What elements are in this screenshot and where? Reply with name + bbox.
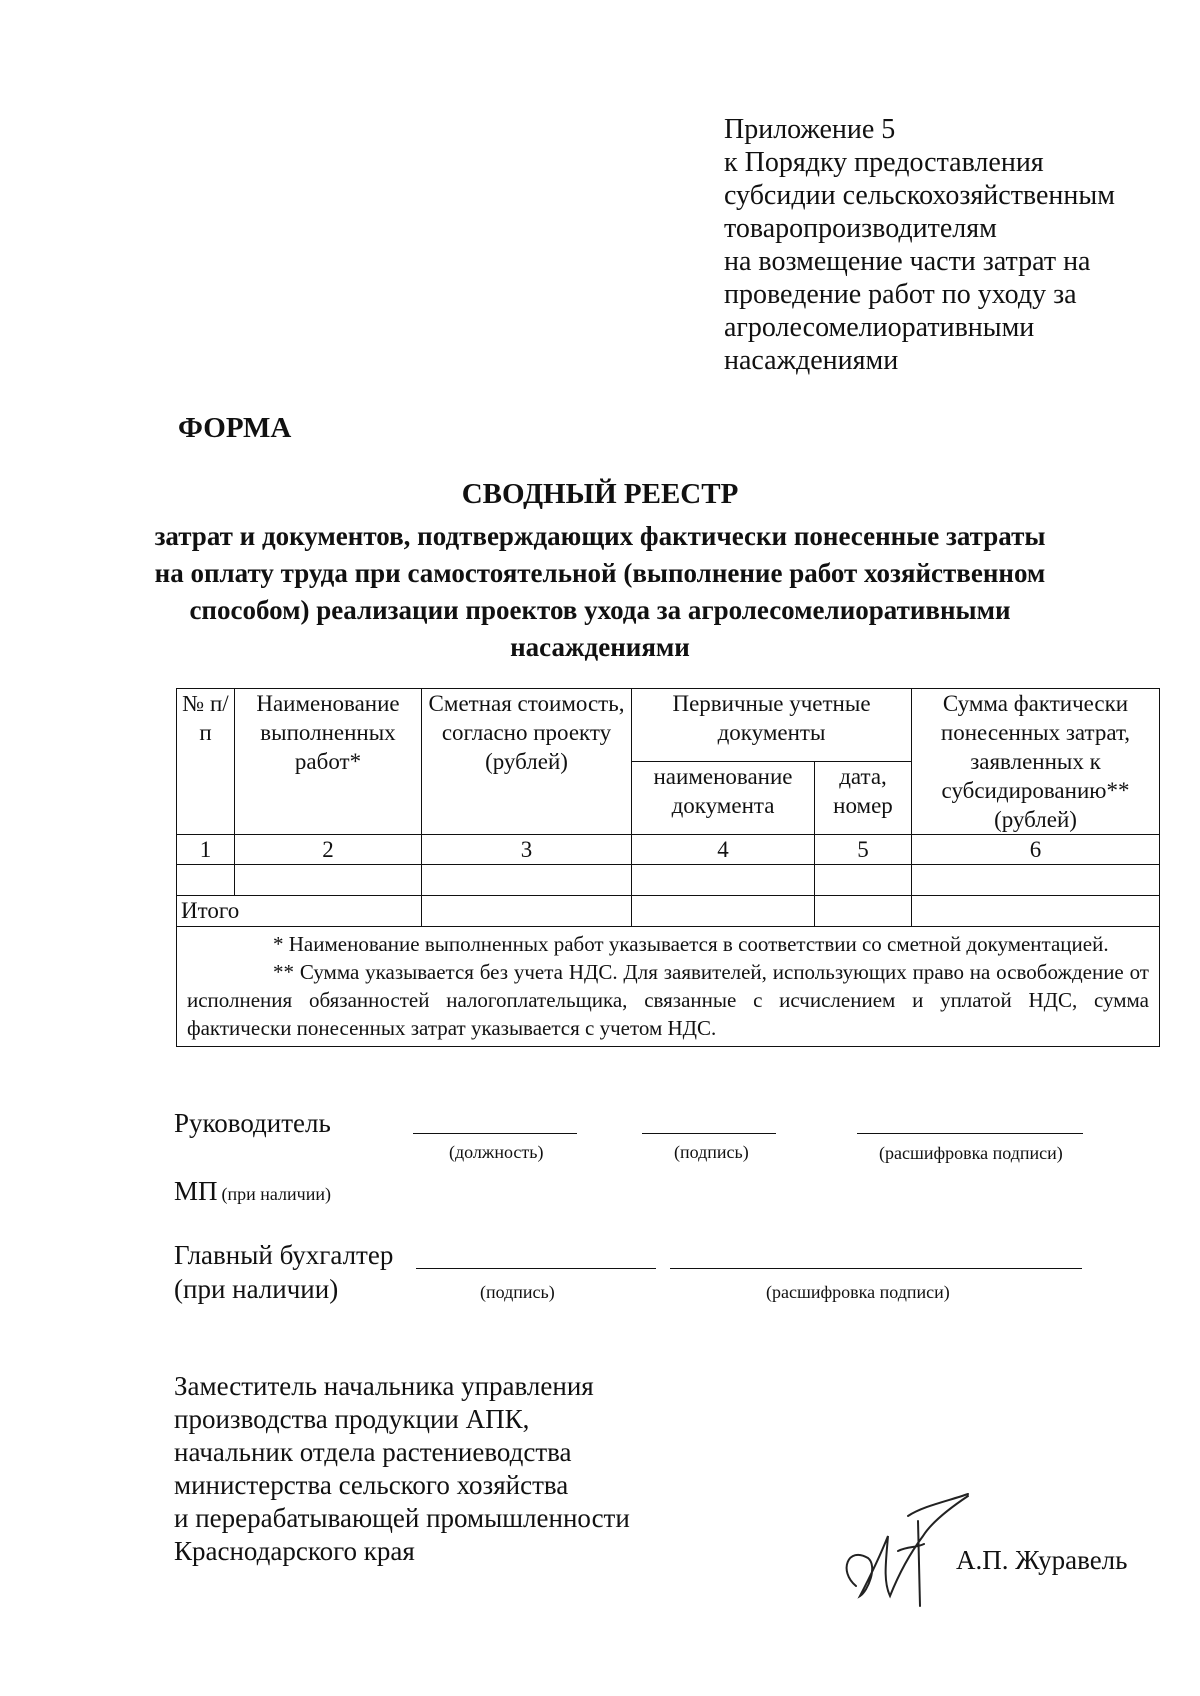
column-number: 4 (632, 835, 815, 865)
appendix-line: к Порядку предоставления (724, 147, 1044, 178)
signatory-line: начальник отдела растениеводства (174, 1437, 572, 1467)
form-label: ФОРМА (178, 412, 292, 444)
appendix-line: товаропроизводителям (724, 213, 997, 244)
header-date-number: дата, номер (815, 762, 912, 835)
table-row (177, 865, 1160, 896)
table-notes-row (177, 927, 1160, 1047)
table-cell (177, 865, 235, 896)
header-actual-sum: Сумма фактически понесенных затрат, заявленных к субсидированию** (рублей) (912, 689, 1160, 835)
header-document-name: наименование документа (632, 762, 815, 835)
footnote-2 (187, 958, 1149, 1042)
table-notes (177, 927, 1160, 1047)
acc-signature-line (416, 1268, 656, 1269)
signature-hint: (подпись) (674, 1142, 749, 1162)
appendix-line: Приложение 5 (724, 114, 896, 145)
subtitle-line: на оплату труда при самостоятельной (выполнение работ хозяйственном (154, 558, 1046, 588)
signatory-line: Заместитель начальника управления (174, 1371, 594, 1401)
signatory-position (174, 1370, 630, 1568)
header-work-name: Наименование выполненных работ* (235, 689, 422, 835)
document-title: СВОДНЫЙ РЕЕСТР (461, 478, 739, 510)
table-cell (815, 896, 912, 927)
appendix-line: агролесомелиоративными (724, 312, 1035, 343)
table-cell (422, 896, 632, 927)
header-number: № п/п (177, 689, 235, 835)
table-header-row (177, 689, 1160, 762)
footnote-text: ** Сумма указывается без учета НДС. Для заявителей, использующих право на освобождение от исполнения обязанностей налогоплательщика, связанные с исчислением и уплатой НДС, сумма фактически понесенных затрат указывается с учетом НДС. (187, 960, 1149, 1040)
acc-signature-hint: (подпись) (480, 1282, 555, 1302)
acc-decode-hint: (расшифровка подписи) (766, 1282, 950, 1302)
table-cell (815, 865, 912, 896)
signatory-line: и перерабатывающей промышленности (174, 1503, 630, 1533)
signatory-line: министерства сельского хозяйства (174, 1470, 569, 1500)
header-primary-documents: Первичные учетные документы (632, 689, 912, 762)
signatory-line: Краснодарского края (174, 1536, 415, 1566)
column-number: 6 (912, 835, 1160, 865)
seal-label: МП (174, 1176, 218, 1206)
acc-decode-line (670, 1268, 1082, 1269)
table-number-row (177, 835, 1160, 865)
appendix-line: на возмещение части затрат на (724, 246, 1091, 277)
accountant-label: Главный бухгалтер (174, 1240, 394, 1270)
table-cell (422, 865, 632, 896)
position-hint: (должность) (449, 1142, 544, 1162)
column-number: 5 (815, 835, 912, 865)
appendix-block (724, 113, 1115, 377)
appendix-line: насаждениями (724, 345, 899, 376)
signature-line (642, 1133, 776, 1134)
registry-table (176, 688, 1160, 1047)
signatory-line: производства продукции АПК, (174, 1404, 530, 1434)
seal-hint: (при наличии) (221, 1184, 331, 1204)
document-subtitle (0, 518, 1200, 666)
table-cell (912, 865, 1160, 896)
subtitle-line: затрат и документов, подтверждающих фактически понесенные затраты (154, 521, 1046, 551)
subtitle-line: способом) реализации проектов ухода за агролесомелиоративными (189, 595, 1011, 625)
footnote-1 (187, 930, 1149, 958)
position-line (413, 1133, 577, 1134)
header-estimated-cost: Сметная стоимость, согласно проекту (рублей) (422, 689, 632, 835)
total-label: Итого (177, 896, 422, 927)
footnote-text: * Наименование выполненных работ указывается в соответствии со сметной документацией. (273, 932, 1109, 956)
column-number: 3 (422, 835, 632, 865)
column-number: 1 (177, 835, 235, 865)
subtitle-line: насаждениями (510, 632, 690, 662)
table-total-row (177, 896, 1160, 927)
table-cell (632, 896, 815, 927)
table-cell (235, 865, 422, 896)
head-label: Руководитель (174, 1108, 331, 1138)
decode-line (857, 1133, 1083, 1134)
accountant-sub: (при наличии) (174, 1274, 339, 1304)
appendix-line: проведение работ по уходу за (724, 279, 1077, 310)
decode-hint: (расшифровка подписи) (879, 1143, 1063, 1163)
table-cell (912, 896, 1160, 927)
column-number: 2 (235, 835, 422, 865)
appendix-line: субсидии сельскохозяйственным (724, 180, 1115, 211)
table-cell (632, 865, 815, 896)
seal-block (174, 1176, 331, 1207)
signatory-name: А.П. Журавель (956, 1545, 1128, 1575)
